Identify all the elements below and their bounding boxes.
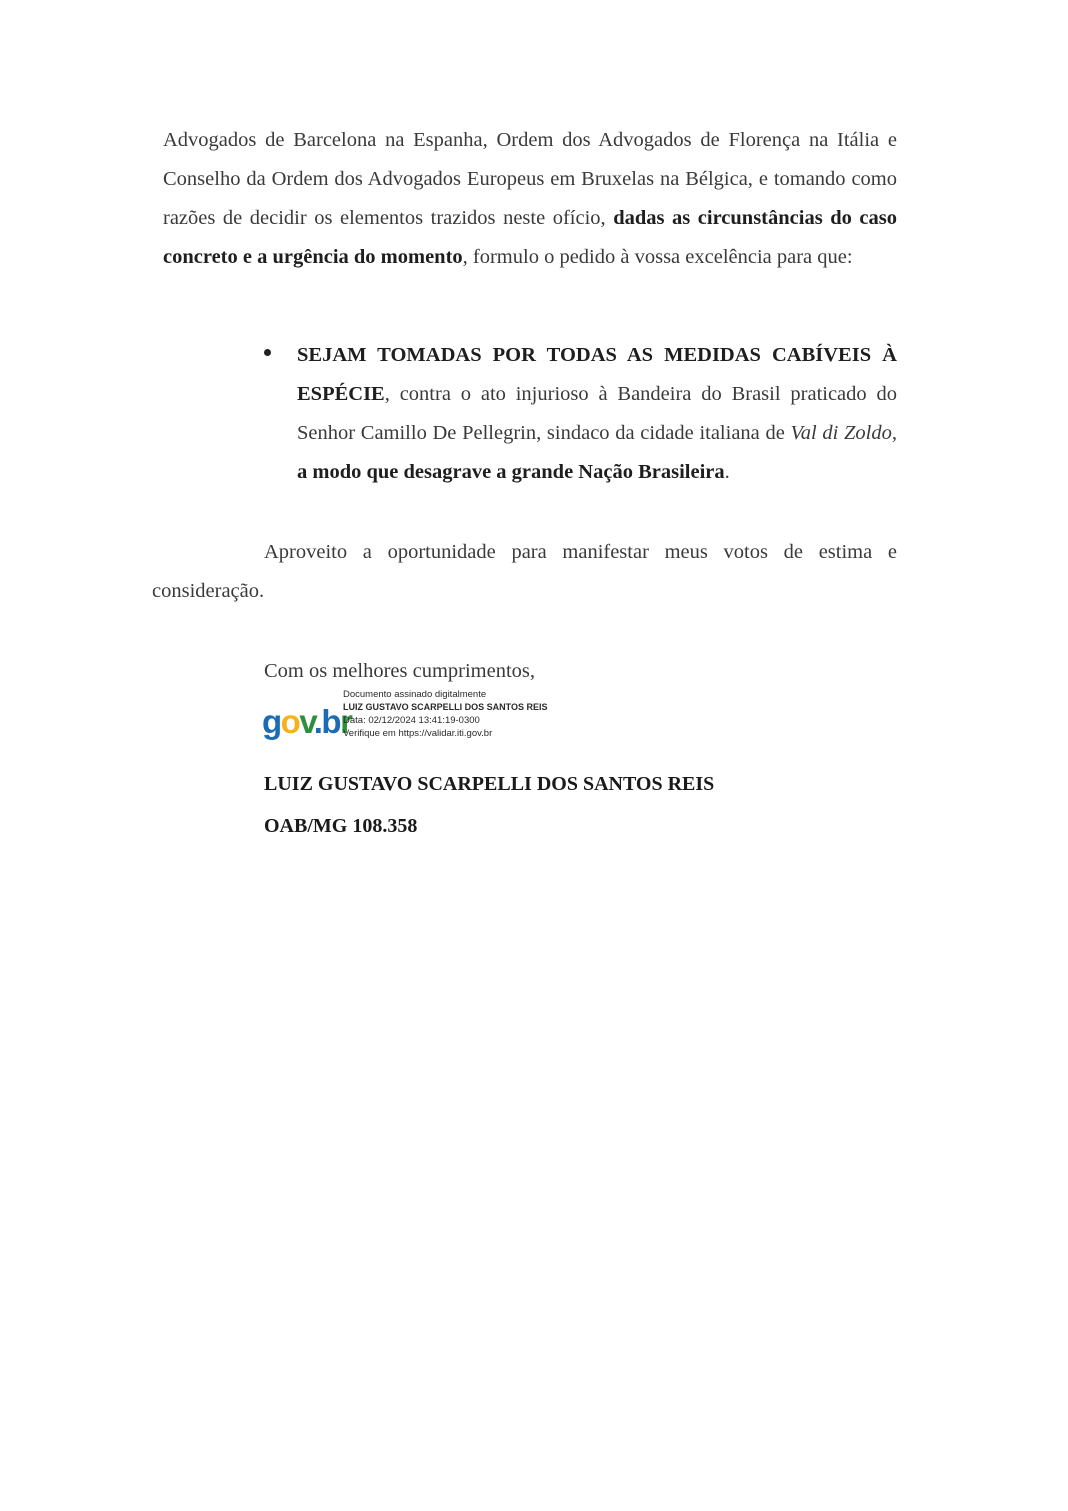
- digital-signature-stamp: [262, 688, 582, 748]
- paragraph-text: Advogados de Barcelona na Espanha, Ordem dos Advogados de Florença na Itália e Conselho da Ordem dos Advogados Europeus em Bruxelas na Bélgica, e tomando como razões de decidir os elementos trazidos neste ofício,: [163, 129, 897, 229]
- paragraph-emphasis: dadas as circunstâncias do caso concreto e a urgência do momento: [163, 207, 897, 268]
- signature-line: Documento assinado digitalmente: [343, 689, 487, 700]
- paragraph-request: [163, 121, 897, 277]
- paragraph-regards: Aproveito a oportunidade para manifestar meus votos de estima e consideração.: [152, 541, 897, 602]
- signer-oab-number: OAB/MG 108.358: [264, 815, 418, 837]
- bullet-item-request: [297, 336, 897, 492]
- closing-salutation: Com os melhores cumprimentos,: [264, 660, 536, 682]
- bullet-text: , contra o ato injurioso à Bandeira do Brasil praticado do Senhor Camillo De Pellegrin, sindaco da cidade italiana de: [297, 383, 897, 444]
- signature-name: LUIZ GUSTAVO SCARPELLI DOS SANTOS REIS: [343, 702, 548, 712]
- govbr-logo: gov.br: [262, 703, 352, 740]
- bullet-text: .: [724, 461, 730, 483]
- signer-name: LUIZ GUSTAVO SCARPELLI DOS SANTOS REIS: [264, 773, 715, 795]
- bullet-icon: [264, 349, 271, 356]
- bullet-emphasis: SEJAM TOMADAS POR TODAS AS MEDIDAS CABÍVEIS À ESPÉCIE: [297, 344, 897, 405]
- signature-date: Data: 02/12/2024 13:41:19-0300: [343, 715, 480, 726]
- signature-verify-link[interactable]: Verifique em https://validar.iti.gov.br: [343, 728, 493, 739]
- bullet-emphasis: a modo que desagrave a grande Nação Brasileira: [297, 461, 725, 483]
- signature-details: [343, 688, 548, 740]
- paragraph-text: , formulo o pedido à vossa excelência para que:: [462, 246, 853, 268]
- bullet-place-name: Val di Zoldo,: [790, 422, 897, 444]
